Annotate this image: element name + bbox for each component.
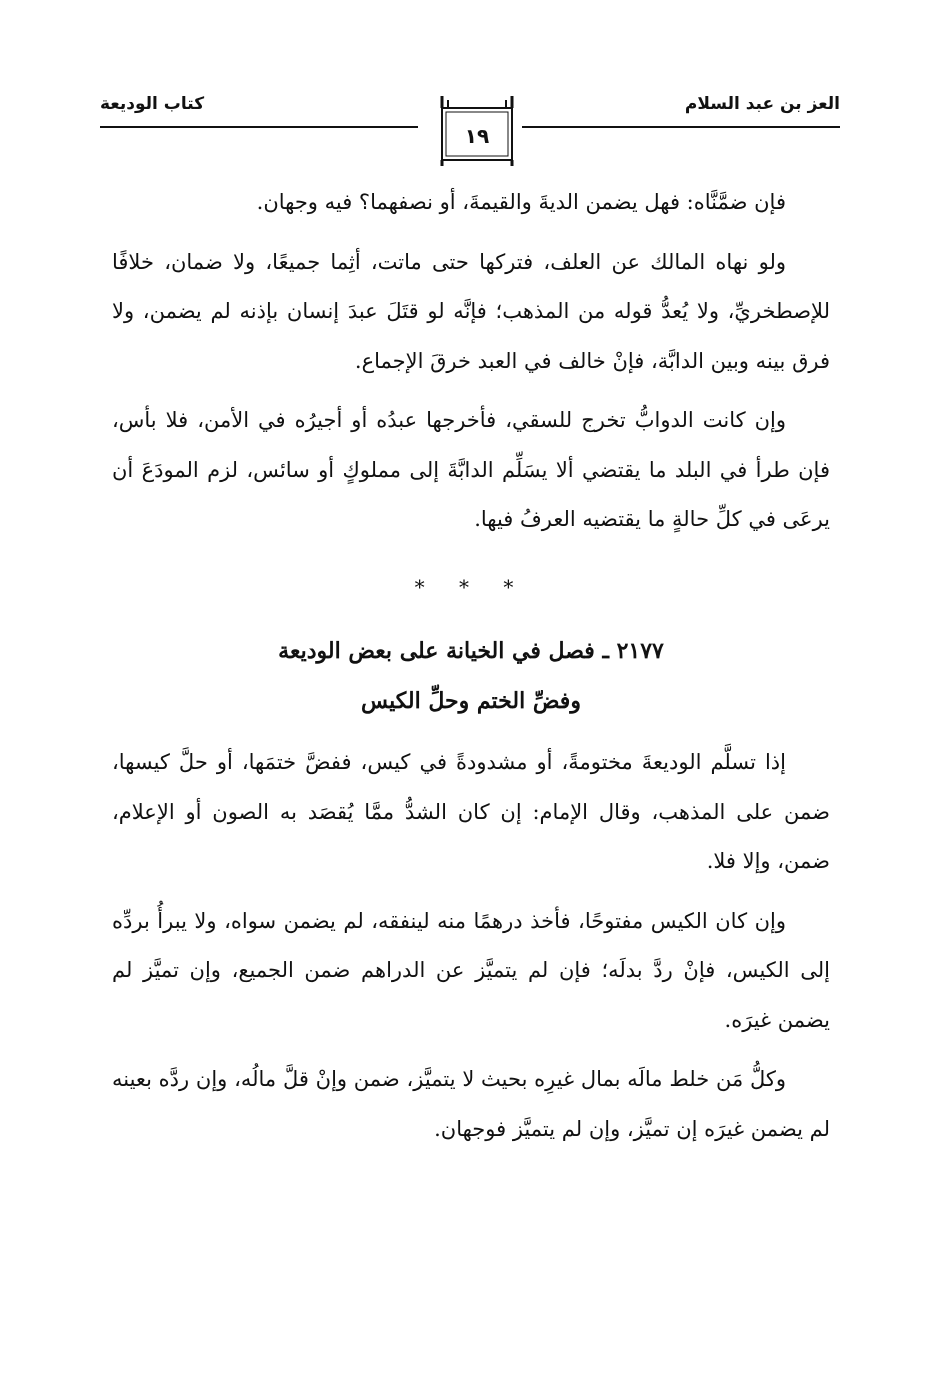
paragraph-5: وإن كان الكيس مفتوحًا، فأخذ درهمًا منه لينفقه، لم يضمن سواه، ولا يبرأُ بردِّه إلى الكيس، فإنْ ردَّ بدلَه؛ فإن لم يتميَّز عن الدراهم ضمن الجميع، وإن تميَّز لم يضمن غيرَه. — [112, 908, 830, 1032]
paragraph-1: فإن ضمَّنَّاه: فهل يضمن الديةَ والقيمةَ، أو نصفهما؟ فيه وجهان. — [256, 190, 786, 214]
main-text — [112, 178, 830, 1154]
page-number: ١٩ — [464, 124, 490, 148]
paragraph-2: ولو نهاه المالك عن العلف، فتركها حتى ماتت، أثِما جميعًا، ولا ضمان، خلافًا للإصطخريِّ، ولا يُعدُّ قوله من المذهب؛ فإنَّه لو قتَلَ عبدَ إنسان بإذنه لم يضمن، ولا فرق بينه وبين الدابَّة، فإنْ خالف في العبد خرقَ الإجماع. — [112, 249, 830, 373]
section-separator: * * * — [414, 574, 528, 599]
paragraph-6: وكلُّ مَن خلط مالَه بمال غيرِه بحيث لا يتميَّز، ضمن وإنْ قلَّ مالُه، وإن ردَّه بعينه لم يضمن غيرَه إن تميَّز، وإن لم يتميَّز فوجهان. — [112, 1067, 830, 1141]
header-book-title: كتاب الوديعة — [100, 94, 205, 114]
paragraph-4: إذا تسلَّم الوديعةَ مختومةً، أو مشدودةً في كيس، ففضَّ ختمَها، أو حلَّ كيسها، ضمن على المذهب، وقال الإمام: إن كان الشدُّ ممَّا يُقصَد به الصون أو الإعلام، ضمن، وإلا فلا. — [112, 750, 830, 873]
running-header — [100, 86, 840, 176]
section-heading — [112, 626, 830, 726]
section-heading-line-2: وفضِّ الختم وحلِّ الكيس — [361, 688, 581, 714]
header-author: العز بن عبد السلام — [684, 94, 840, 114]
header-rule-right — [522, 126, 840, 128]
page-number-frame — [438, 86, 516, 166]
header-rule-left — [100, 126, 418, 128]
paragraph-3: وإن كانت الدوابُّ تخرج للسقي، فأخرجها عبدُه أو أجيرُه في الأمن، فلا بأس، فإن طرأ في البلد ما يقتضي ألا يسَلِّم الدابَّةَ إلى مملوكٍ أو سائس، لزم المودَعَ أن يرعَى في كلِّ حالةٍ ما يقتضيه العرفُ فيها. — [112, 408, 830, 531]
section-heading-line-1: ٢١٧٧ ـ فصل في الخيانة على بعض الوديعة — [278, 638, 664, 664]
